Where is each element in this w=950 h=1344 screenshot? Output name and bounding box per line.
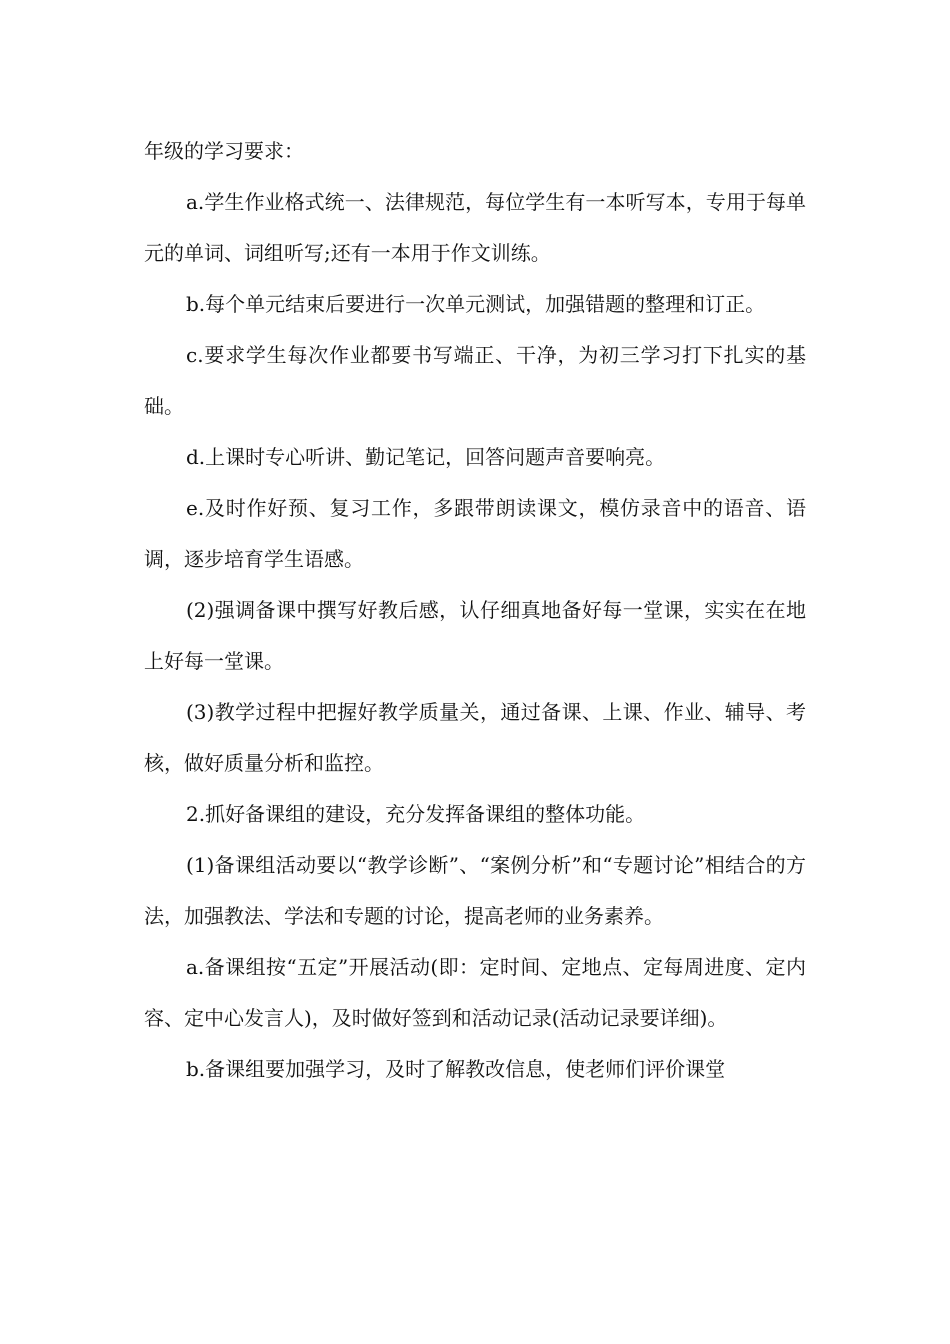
- paragraph-3: b.每个单元结束后要进行一次单元测试，加强错题的整理和订正。: [186, 292, 766, 316]
- paragraph-8: (3)教学过程中把握好教学质量关，通过备课、上课、作业、辅导、考核，做好质量分析和监控。: [144, 700, 806, 775]
- paragraph-2: a.学生作业格式统一、法律规范，每位学生有一本听写本，专用于每单元的单词、词组听写;还有一本用于作文训练。: [144, 190, 806, 265]
- paragraph-9: 2.抓好备课组的建设，充分发挥备课组的整体功能。: [186, 802, 646, 826]
- paragraph-11: a.备课组按“五定”开展活动(即：定时间、定地点、定每周进度、定内容、定中心发言人)，及时做好签到和活动记录(活动记录要详细)。: [144, 955, 806, 1030]
- paragraph-1: 年级的学习要求：: [144, 139, 304, 163]
- paragraph-10: (1)备课组活动要以“教学诊断”、“案例分析”和“专题讨论”相结合的方法，加强教法、学法和专题的讨论，提高老师的业务素养。: [144, 853, 806, 928]
- paragraph-12: b.备课组要加强学习，及时了解教改信息，使老师们评价课堂: [186, 1057, 726, 1081]
- paragraph-6: e.及时作好预、复习工作，多跟带朗读课文，模仿录音中的语音、语调，逐步培育学生语感。: [144, 496, 806, 571]
- paragraph-5: d.上课时专心听讲、勤记笔记，回答问题声音要响亮。: [186, 445, 666, 469]
- paragraph-7: (2)强调备课中撰写好教后感，认仔细真地备好每一堂课，实实在在地上好每一堂课。: [144, 598, 806, 673]
- document-page: [144, 126, 806, 1095]
- paragraph-4: c.要求学生每次作业都要书写端正、干净，为初三学习打下扎实的基础。: [144, 343, 806, 418]
